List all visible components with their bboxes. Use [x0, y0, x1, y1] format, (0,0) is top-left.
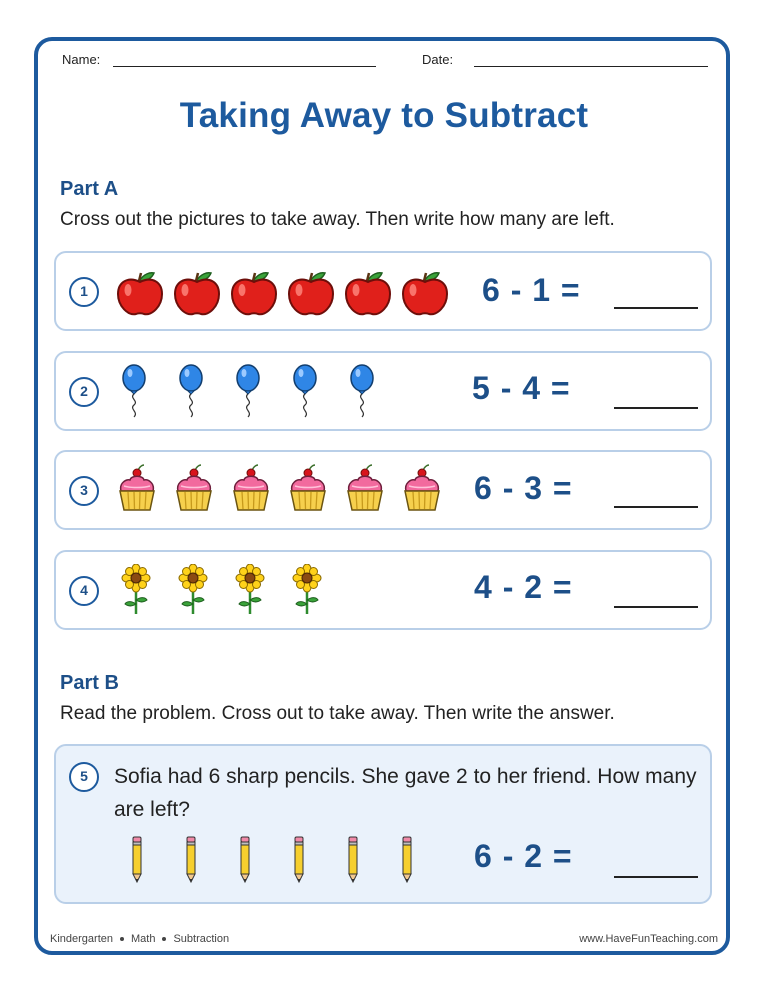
cupcake-icon[interactable]	[230, 463, 272, 513]
cupcake-icon[interactable]	[401, 463, 443, 513]
apple-icon[interactable]	[399, 266, 451, 318]
name-label: Name:	[62, 52, 101, 67]
date-line[interactable]	[474, 66, 708, 67]
problem-number-3: 3	[69, 476, 99, 506]
answer-blank-3[interactable]	[614, 506, 698, 508]
balloon-pictures	[119, 363, 377, 419]
footer-subject: Math	[131, 933, 156, 945]
part-a-title: Part A	[60, 178, 119, 200]
answer-blank-4[interactable]	[614, 606, 698, 608]
pencil-icon[interactable]	[346, 836, 360, 884]
balloon-icon[interactable]	[290, 363, 320, 419]
answer-blank-1[interactable]	[614, 307, 698, 309]
pencil-icon[interactable]	[130, 836, 144, 884]
cupcake-icon[interactable]	[173, 463, 215, 513]
equation-5: 6 - 2 =	[474, 838, 573, 874]
pencil-pictures	[130, 836, 414, 884]
problem-number-1: 1	[69, 277, 99, 307]
page-title: Taking Away to Subtract	[179, 96, 589, 135]
date-label: Date:	[422, 52, 454, 67]
word-problem-box	[54, 744, 712, 904]
separator-dot	[120, 937, 124, 941]
part-b-title: Part B	[60, 672, 119, 694]
equation-1: 6 - 1 =	[482, 272, 581, 308]
apple-pictures	[114, 266, 451, 318]
balloon-icon[interactable]	[233, 363, 263, 419]
problem-number-5: 5	[69, 762, 99, 792]
apple-icon[interactable]	[342, 266, 394, 318]
balloon-icon[interactable]	[347, 363, 377, 419]
part-b-instruction: Read the problem. Cross out to take away. Then write the answer.	[60, 703, 615, 724]
problem-row-3	[54, 450, 712, 530]
footer-topic: Subtraction	[173, 933, 230, 945]
apple-icon[interactable]	[171, 266, 223, 318]
apple-icon[interactable]	[114, 266, 166, 318]
problem-number-4: 4	[69, 576, 99, 606]
pencil-icon[interactable]	[400, 836, 414, 884]
equation-2: 5 - 4 =	[472, 370, 571, 406]
cupcake-pictures	[116, 463, 443, 513]
problem-number-2: 2	[69, 377, 99, 407]
balloon-icon[interactable]	[119, 363, 149, 419]
pencil-icon[interactable]	[184, 836, 198, 884]
footer-tags	[50, 933, 229, 945]
sunflower-icon[interactable]	[176, 564, 210, 616]
word-problem-text: Sofia had 6 sharp pencils. She gave 2 to her friend. How many are left?	[114, 765, 697, 821]
pencil-icon[interactable]	[238, 836, 252, 884]
answer-blank-5[interactable]	[614, 876, 698, 878]
separator-dot	[162, 937, 166, 941]
problem-row-2	[54, 351, 712, 431]
apple-icon[interactable]	[285, 266, 337, 318]
name-line[interactable]	[113, 66, 376, 67]
problem-row-4	[54, 550, 712, 630]
part-a-instruction: Cross out the pictures to take away. Then write how many are left.	[60, 209, 615, 230]
footer-grade: Kindergarten	[50, 933, 113, 945]
sunflower-icon[interactable]	[290, 564, 324, 616]
apple-icon[interactable]	[228, 266, 280, 318]
cupcake-icon[interactable]	[344, 463, 386, 513]
cupcake-icon[interactable]	[287, 463, 329, 513]
answer-blank-2[interactable]	[614, 407, 698, 409]
sunflower-icon[interactable]	[233, 564, 267, 616]
pencil-icon[interactable]	[292, 836, 306, 884]
balloon-icon[interactable]	[176, 363, 206, 419]
cupcake-icon[interactable]	[116, 463, 158, 513]
sunflower-pictures	[119, 564, 324, 616]
footer-website[interactable]: www.HaveFunTeaching.com	[579, 933, 718, 945]
problem-row-1	[54, 251, 712, 331]
sunflower-icon[interactable]	[119, 564, 153, 616]
equation-3: 6 - 3 =	[474, 470, 573, 506]
equation-4: 4 - 2 =	[474, 569, 573, 605]
